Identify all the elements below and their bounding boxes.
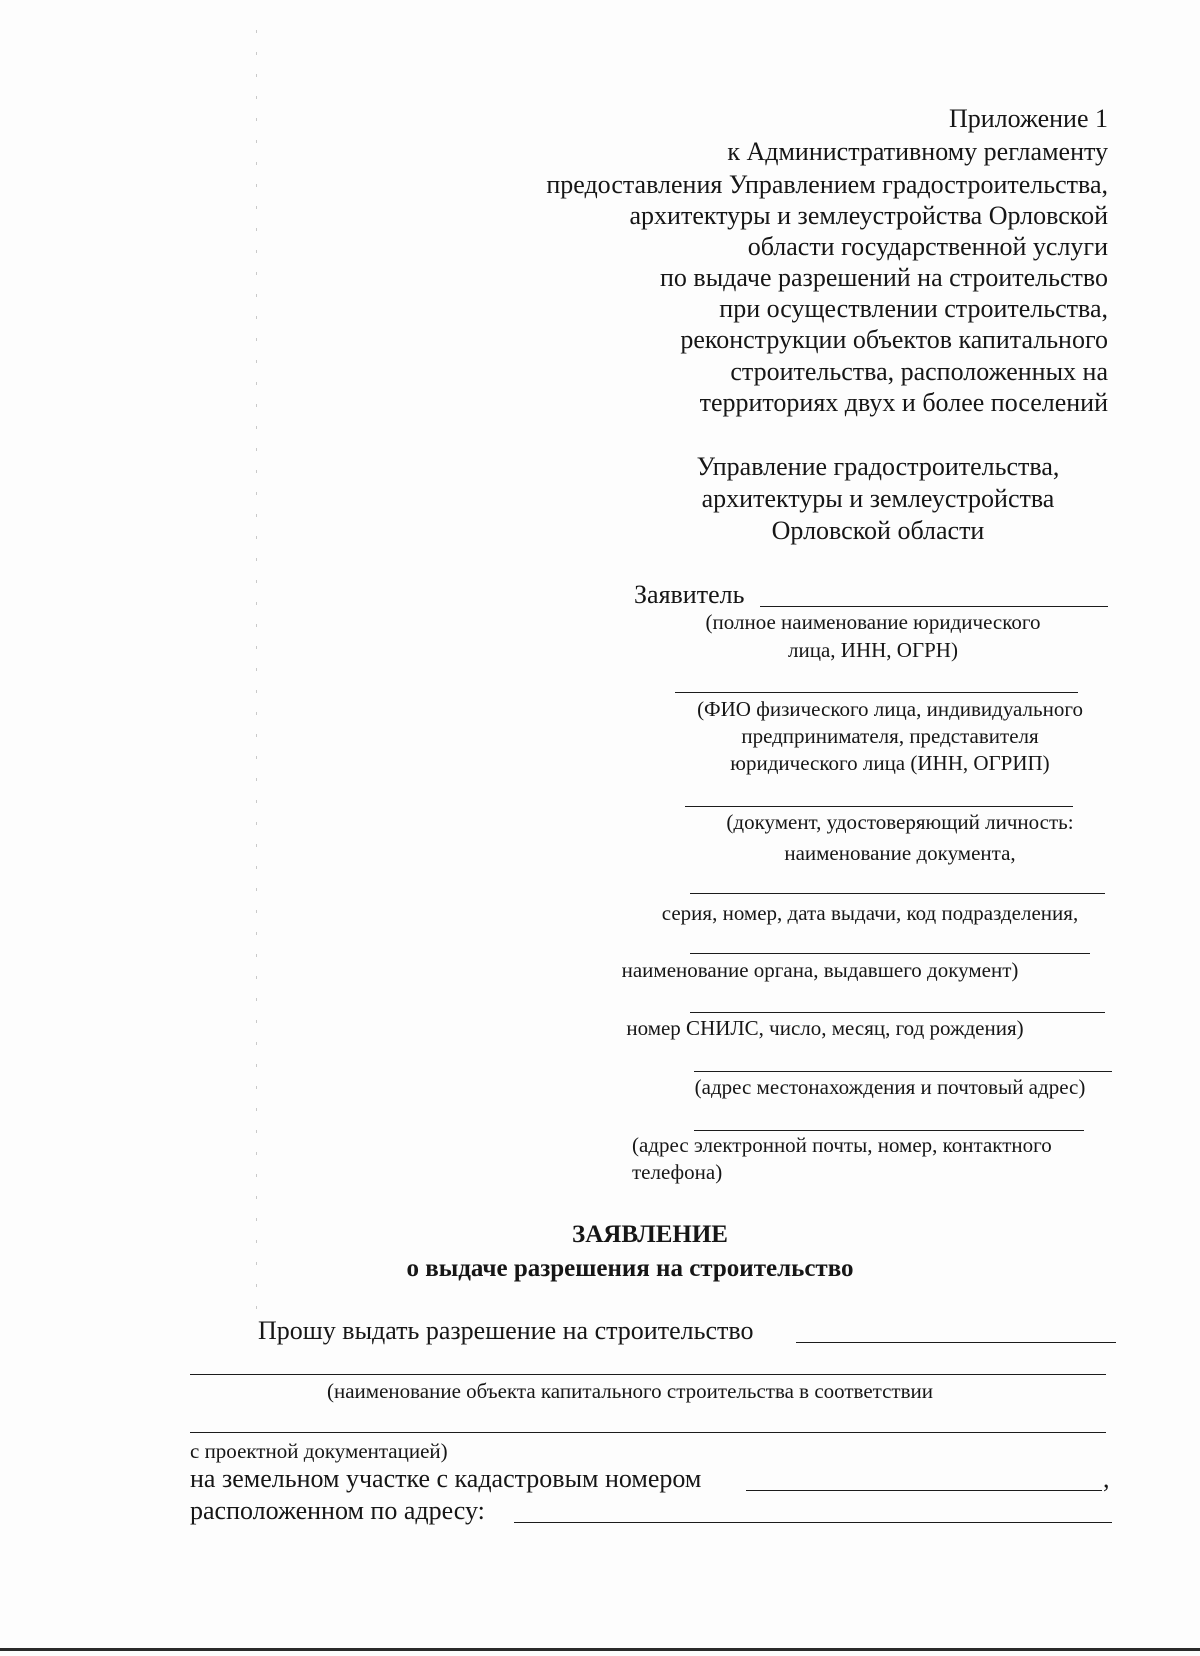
statement-title: ЗАЯВЛЕНИЕ	[572, 1221, 728, 1248]
object-name-field[interactable]	[796, 1342, 1116, 1343]
applicant-document-field[interactable]	[685, 806, 1073, 807]
applicant-name-field[interactable]	[760, 606, 1108, 607]
hint-document-line: (документ, удостоверяющий личность:	[726, 810, 1074, 834]
hint-snils: номер СНИЛС, число, месяц, год рождения)	[626, 1016, 1024, 1040]
applicant-snils-field[interactable]	[690, 1012, 1105, 1013]
object-hint-line: (наименование объекта капитального строительства в соответствии	[327, 1379, 933, 1403]
object-hint-line: с проектной документацией)	[190, 1439, 448, 1463]
appendix-line: по выдаче разрешений на строительство	[660, 263, 1108, 292]
scan-bottom-edge	[0, 1648, 1200, 1651]
scan-margin-marks	[256, 30, 257, 1320]
hint-document-line: серия, номер, дата выдачи, код подразделения,	[661, 901, 1079, 925]
hint-contact-line: телефона)	[632, 1160, 723, 1184]
hint-legal-line: лица, ИНН, ОГРН)	[788, 638, 958, 662]
applicant-person-field[interactable]	[675, 692, 1078, 693]
cadastral-label: на земельном участке с кадастровым номером	[190, 1464, 702, 1493]
addressee-line: Управление градостроительства,	[696, 452, 1060, 481]
cadastral-number-field[interactable]	[746, 1490, 1102, 1491]
hint-document-line: наименование органа, выдавшего документ)	[621, 958, 1019, 982]
hint-person-line: (ФИО физического лица, индивидуального	[697, 697, 1083, 721]
appendix-line: архитектуры и землеустройства Орловской	[629, 201, 1108, 230]
appendix-line: к Административному регламенту	[727, 137, 1108, 166]
appendix-line: предоставления Управлением градостроительства,	[546, 170, 1108, 199]
appendix-line: при осуществлении строительства,	[719, 294, 1108, 323]
appendix-line: области государственной услуги	[747, 232, 1108, 261]
applicant-issuer-field[interactable]	[690, 953, 1090, 954]
addressee-line: архитектуры и землеустройства	[701, 484, 1055, 513]
appendix-line: реконструкции объектов капитального	[680, 325, 1108, 354]
appendix-line: Приложение 1	[948, 104, 1108, 133]
applicant-address-field[interactable]	[694, 1071, 1112, 1072]
hint-contact-line: (адрес электронной почты, номер, контактного	[632, 1133, 1052, 1157]
appendix-line: строительства, расположенных на	[730, 357, 1108, 386]
applicant-document-details-field[interactable]	[690, 893, 1105, 894]
address-field[interactable]	[514, 1522, 1112, 1523]
hint-person-line: предпринимателя, представителя	[741, 724, 1039, 748]
address-label: расположенном по адресу:	[190, 1496, 485, 1525]
statement-subtitle: о выдаче разрешения на строительство	[406, 1255, 854, 1282]
object-name-continuation-field[interactable]	[190, 1432, 1106, 1433]
request-text: Прошу выдать разрешение на строительство	[258, 1316, 754, 1345]
applicant-contact-field[interactable]	[694, 1130, 1084, 1131]
hint-address: (адрес местонахождения и почтовый адрес)	[694, 1075, 1086, 1099]
hint-document-line: наименование документа,	[784, 841, 1016, 865]
hint-person-line: юридического лица (ИНН, ОГРИП)	[730, 751, 1050, 775]
cadastral-comma: ,	[1103, 1464, 1110, 1493]
hint-legal-line: (полное наименование юридического	[705, 610, 1041, 634]
object-name-continuation-field[interactable]	[190, 1374, 1106, 1375]
appendix-line: территориях двух и более поселений	[699, 388, 1108, 417]
applicant-label: Заявитель	[634, 580, 745, 609]
addressee-line: Орловской области	[771, 516, 985, 545]
